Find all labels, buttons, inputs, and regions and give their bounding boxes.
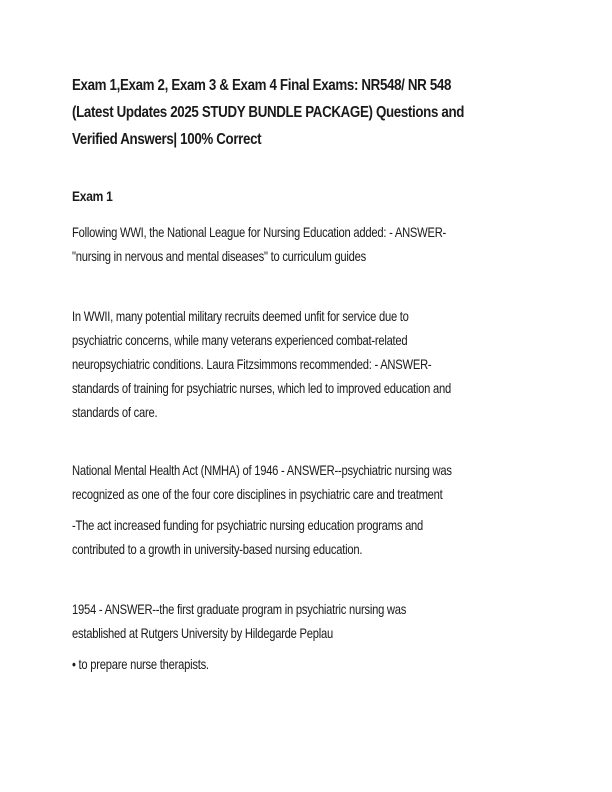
- title-line: Exam 1,Exam 2, Exam 3 & Exam 4 Final Exams: NR548/ NR 548: [72, 77, 452, 94]
- paragraph-line: "nursing in nervous and mental diseases" to curriculum guides: [72, 248, 367, 264]
- title-line: Verified Answers| 100% Correct: [72, 131, 262, 148]
- paragraph-line: In WWII, many potential military recruits deemed unfit for service due to: [72, 308, 409, 324]
- paragraph-wwii: [72, 304, 536, 424]
- paragraph-line: recognized as one of the four core disciplines in psychiatric care and treatment: [72, 486, 443, 502]
- paragraph-line: psychiatric concerns, while many veterans experienced combat-related: [72, 332, 408, 348]
- paragraph-line: -The act increased funding for psychiatric nursing education programs and: [72, 517, 424, 533]
- paragraph-nmha: [72, 458, 536, 506]
- paragraph-line: standards of training for psychiatric nurses, which led to improved education and: [72, 380, 451, 396]
- document-title: [72, 72, 542, 153]
- paragraph-bullet: [72, 652, 536, 676]
- paragraph-line: 1954 - ANSWER--the first graduate program in psychiatric nursing was: [72, 601, 407, 617]
- paragraph-line: contributed to a growth in university-based nursing education.: [72, 541, 363, 557]
- paragraph-1954: [72, 597, 536, 645]
- paragraph-wwi: [72, 220, 536, 268]
- title-line: (Latest Updates 2025 STUDY BUNDLE PACKAGE) Questions and: [72, 104, 465, 121]
- paragraph-line: Following WWI, the National League for Nursing Education added: - ANSWER-: [72, 224, 447, 240]
- paragraph-act-funding: [72, 513, 536, 561]
- section-heading: Exam 1: [72, 188, 113, 204]
- paragraph-line: National Mental Health Act (NMHA) of 1946 - ANSWER--psychiatric nursing was: [72, 462, 452, 478]
- paragraph-line: standards of care.: [72, 404, 158, 420]
- paragraph-line: neuropsychiatric conditions. Laura Fitzsimmons recommended: - ANSWER-: [72, 356, 432, 372]
- bullet-line: • to prepare nurse therapists.: [72, 656, 209, 672]
- paragraph-line: established at Rutgers University by Hildegarde Peplau: [72, 625, 333, 641]
